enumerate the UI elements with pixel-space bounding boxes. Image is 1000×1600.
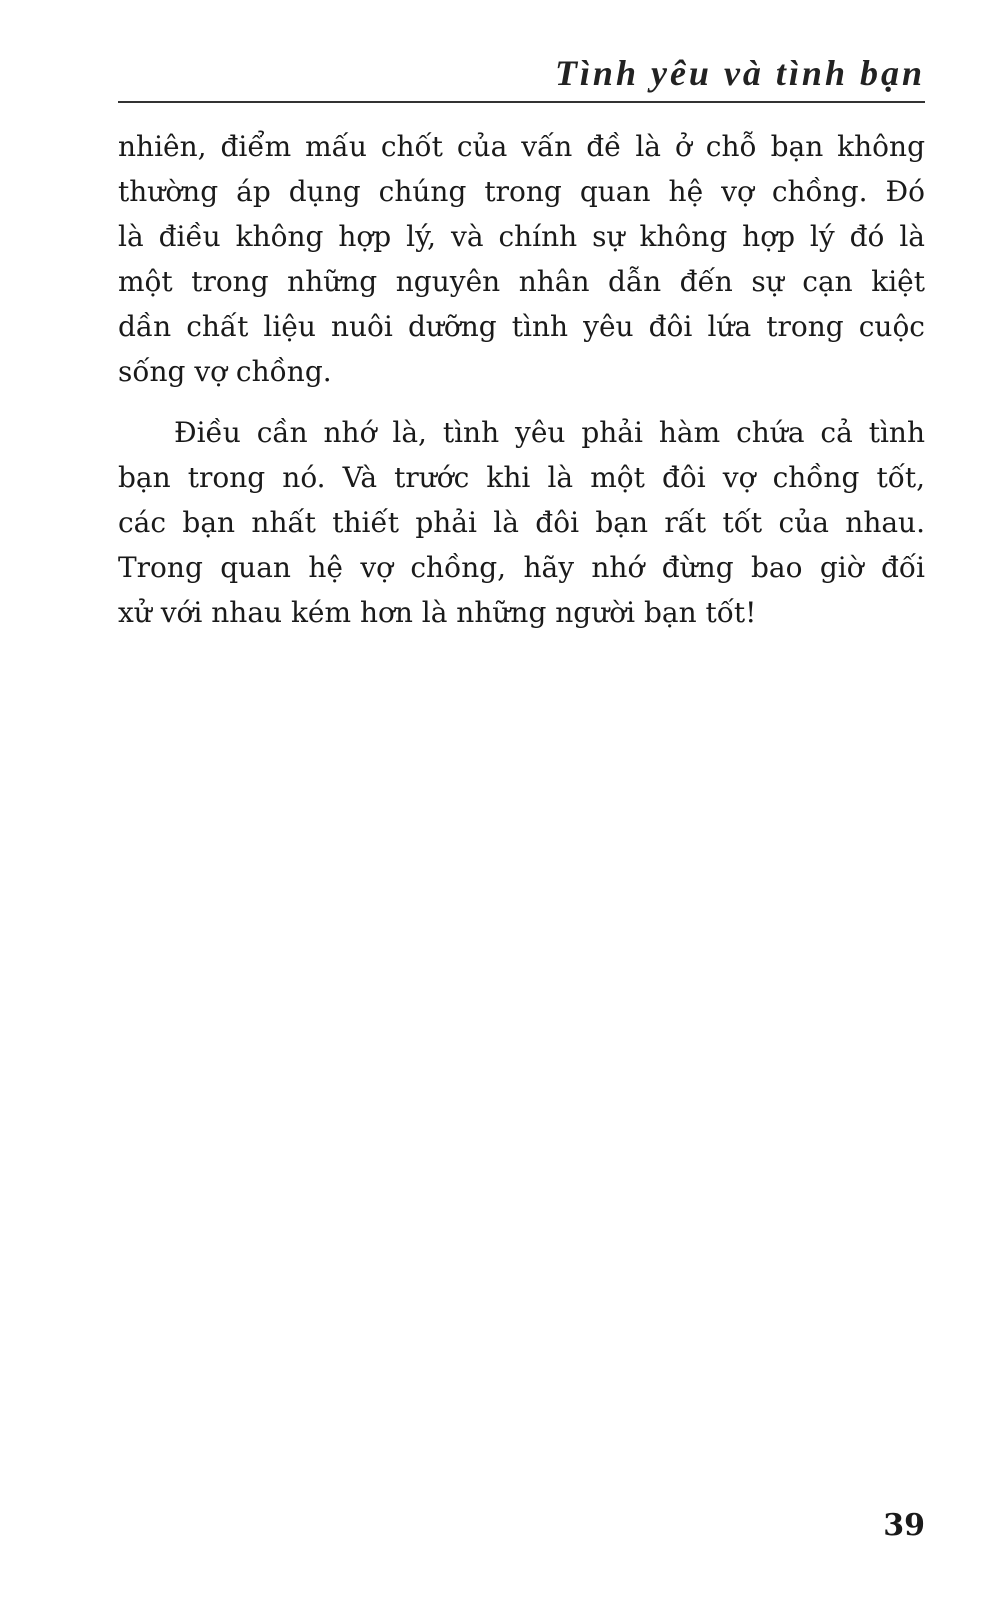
text-line: Điều cần nhớ là, tình yêu phải hàm chứa cả tình: [174, 416, 925, 449]
page-number: 39: [883, 1508, 925, 1543]
body-text: [118, 124, 925, 635]
text-line: các bạn nhất thiết phải là đôi bạn rất tốt của nhau.: [118, 506, 925, 539]
text-line: xử với nhau kém hơn là những người bạn tốt!: [118, 596, 757, 629]
text-line: dần chất liệu nuôi dưỡng tình yêu đôi lứa trong cuộc: [118, 310, 925, 343]
header-divider: [118, 101, 925, 103]
paragraph-1: [118, 124, 925, 394]
text-line: nhiên, điểm mấu chốt của vấn đề là ở chỗ bạn không: [118, 130, 925, 163]
text-line: là điều không hợp lý, và chính sự không hợp lý đó là: [118, 220, 925, 253]
paragraph-2: [118, 410, 925, 635]
text-line: một trong những nguyên nhân dẫn đến sự cạn kiệt: [118, 265, 925, 298]
text-line: thường áp dụng chúng trong quan hệ vợ chồng. Đó: [118, 175, 925, 208]
text-line: Trong quan hệ vợ chồng, hãy nhớ đừng bao giờ đối: [118, 551, 925, 584]
running-header-title: Tình yêu và tình bạn: [554, 53, 925, 93]
text-line: bạn trong nó. Và trước khi là một đôi vợ chồng tốt,: [118, 461, 925, 494]
text-line: sống vợ chồng.: [118, 355, 332, 388]
